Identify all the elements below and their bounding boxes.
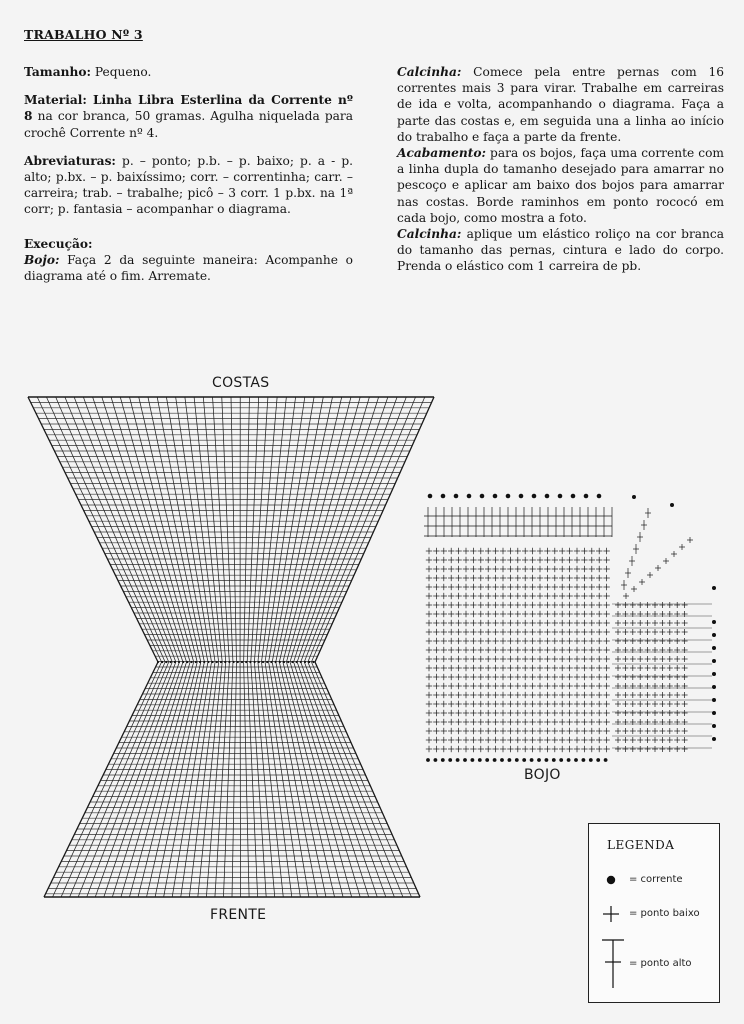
size-value: Pequeno. [90,65,152,79]
finishing-value: para os bojos, faça uma corrente com a linha dupla do tamanho desejado para amarrar no pescoço e aplicar am baixo dos bojos para amarrar nas costas. Borde raminhos em ponto rococó em cada bojo, como mostra a foto. [397,146,724,225]
panties-value: Comece pela entre pernas com 16 correntes mais 3 para virar. Trabalhe em carreiras de ida e volta, acompanhando o diagrama. Faça a parte das costas e, em seguida una a linha ao início do trabalho e faça a parte da frente. [397,65,724,144]
frente-label: FRENTE [210,907,267,923]
legend-double-crochet-label: = ponto alto [629,958,692,969]
cup-chart [424,494,716,762]
finishing-label: Acabamento: [397,146,486,161]
bojo-instruction-label: Bojo: [24,252,60,267]
double-crochet-symbol-icon [599,938,629,990]
costas-label: COSTAS [212,375,270,391]
size-label: Tamanho: [24,65,91,79]
execution-heading: Execução: [24,236,93,251]
material-label: Material: Linha Libra Esterlina da Corrente nº 8 [24,93,353,124]
panties-elastic-value: aplique um elástico roliço na cor branca do tamanho das pernas, cintura e lado do corpo. Prenda o elástico com 1 carreira de pb. [397,227,724,274]
panty-chart [28,397,434,897]
material-value: na cor branca, 50 gramas. Agulha niquelada para crochê Corrente nº 4. [24,109,353,140]
legend-title: LEGENDA [607,838,675,852]
single-crochet-symbol-icon [599,904,623,924]
panties-label: Calcinha: [397,65,462,79]
legend-box [588,823,720,1003]
legend-single-crochet-label: = ponto baixo [629,908,700,919]
chain-symbol-icon [599,874,623,888]
legend-chain-label: = corrente [629,874,683,885]
page-title: TRABALHO Nº 3 [24,27,143,42]
abbreviations-label: Abreviaturas: [24,153,116,168]
bojo-instruction-value: Faça 2 da seguinte maneira: Acompanhe o diagrama até o fim. Arremate. [24,252,353,284]
panties-elastic-label: Calcinha: [397,227,462,242]
abbreviations-value: p. – ponto; p.b. – p. baixo; p. a - p. alto; p.bx. – p. baixíssimo; corr. – correntinha; carr. – carreira; trab. – trabalhe; picô – 3 corr. 1 p.bx. na 1ª corr; p. fantasia – acompanhar o diagrama. [24,153,353,217]
bojo-label: BOJO [524,767,561,783]
